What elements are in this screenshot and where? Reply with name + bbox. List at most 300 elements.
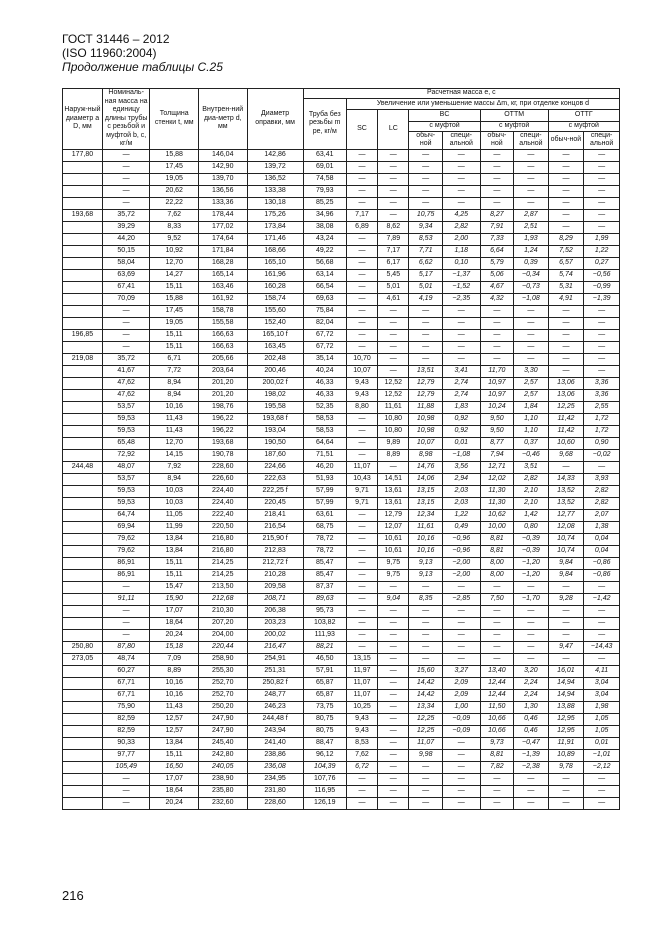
cell-o2: — bbox=[514, 185, 549, 197]
cell-sc: — bbox=[346, 197, 377, 209]
cell-dr: 210,28 bbox=[247, 569, 303, 581]
cell-dr: 220,45 bbox=[247, 497, 303, 509]
cell-g2: 3,04 bbox=[584, 677, 620, 689]
cell-d bbox=[63, 629, 103, 641]
table-row bbox=[63, 269, 620, 281]
cell-g2: — bbox=[584, 221, 620, 233]
cell-b1: 8,98 bbox=[409, 449, 442, 461]
table-row bbox=[63, 509, 620, 521]
cell-o2: — bbox=[514, 197, 549, 209]
cell-pe: 40,24 bbox=[303, 365, 346, 377]
cell-id: 255,30 bbox=[198, 665, 247, 677]
cell-n: 47,62 bbox=[102, 389, 149, 401]
cell-n: 53,57 bbox=[102, 473, 149, 485]
cell-g1: 4,91 bbox=[548, 293, 584, 305]
cell-b2: — bbox=[442, 149, 480, 161]
header-plain-pipe: Труба без резьбы m pe, кг/м bbox=[303, 98, 346, 149]
table-row bbox=[63, 161, 620, 173]
cell-b1: — bbox=[409, 185, 442, 197]
cell-id: 174,64 bbox=[198, 233, 247, 245]
cell-dr: 133,38 bbox=[247, 185, 303, 197]
cell-n: 97,77 bbox=[102, 749, 149, 761]
cell-n: 50,15 bbox=[102, 245, 149, 257]
cell-id: 201,20 bbox=[198, 389, 247, 401]
cell-sc: — bbox=[346, 257, 377, 269]
cell-sc: — bbox=[346, 581, 377, 593]
cell-b2: 0,01 bbox=[442, 437, 480, 449]
cell-dr: 200,02 bbox=[247, 629, 303, 641]
cell-g2: 1,98 bbox=[584, 701, 620, 713]
cell-g2: — bbox=[584, 629, 620, 641]
cell-d bbox=[63, 545, 103, 557]
cell-b2: — bbox=[442, 653, 480, 665]
cell-b1: 10,07 bbox=[409, 437, 442, 449]
cell-sc: 9,43 bbox=[346, 713, 377, 725]
cell-dr: 165,10 bbox=[247, 257, 303, 269]
cell-dr: 238,86 bbox=[247, 749, 303, 761]
cell-t: 14,15 bbox=[150, 449, 199, 461]
cell-b2: 2,03 bbox=[442, 497, 480, 509]
table-row bbox=[63, 557, 620, 569]
cell-o1: — bbox=[480, 329, 513, 341]
cell-dr: 171,46 bbox=[247, 233, 303, 245]
cell-g2: — bbox=[584, 581, 620, 593]
cell-b2: 2,74 bbox=[442, 377, 480, 389]
cell-o1: 5,06 bbox=[480, 269, 513, 281]
cell-n: 63,69 bbox=[102, 269, 149, 281]
cell-o2: 2,87 bbox=[514, 209, 549, 221]
table-body bbox=[63, 149, 620, 809]
cell-pe: 58,53 bbox=[303, 413, 346, 425]
cell-sc: — bbox=[346, 245, 377, 257]
cell-lc: 9,75 bbox=[378, 569, 409, 581]
header-bc-regular: обыч-ной bbox=[409, 131, 442, 149]
cell-dr: 224,66 bbox=[247, 461, 303, 473]
table-header bbox=[63, 89, 620, 150]
cell-dr: 216,47 bbox=[247, 641, 303, 653]
cell-b1: 10,98 bbox=[409, 425, 442, 437]
table-row bbox=[63, 473, 620, 485]
cell-dr: 200,02 f bbox=[247, 377, 303, 389]
cell-g2: 3,04 bbox=[584, 689, 620, 701]
table-row bbox=[63, 149, 620, 161]
cell-sc: 11,07 bbox=[346, 689, 377, 701]
cell-sc: 10,25 bbox=[346, 701, 377, 713]
cell-d bbox=[63, 569, 103, 581]
cell-n: 53,57 bbox=[102, 401, 149, 413]
header-ottm-coupling: с муфтой bbox=[480, 122, 548, 132]
cell-g2: 1,72 bbox=[584, 413, 620, 425]
cell-g1: 12,77 bbox=[548, 509, 584, 521]
cell-pe: 49,22 bbox=[303, 245, 346, 257]
header-nominal-mass: Номиналь-ная масса на единицу длины трубы с резьбой и муфтой b, c, кг/м bbox=[102, 89, 149, 150]
cell-pe: 89,63 bbox=[303, 593, 346, 605]
cell-g1: 13,52 bbox=[548, 485, 584, 497]
cell-t: 10,16 bbox=[150, 677, 199, 689]
cell-g1: — bbox=[548, 317, 584, 329]
cell-o1: 10,62 bbox=[480, 509, 513, 521]
cell-g1: 9,84 bbox=[548, 557, 584, 569]
cell-d bbox=[63, 785, 103, 797]
cell-o2: — bbox=[514, 653, 549, 665]
cell-g2: — bbox=[584, 317, 620, 329]
cell-g2: −1,01 bbox=[584, 749, 620, 761]
cell-lc: — bbox=[378, 581, 409, 593]
cell-lc: — bbox=[378, 665, 409, 677]
cell-pe: 85,47 bbox=[303, 557, 346, 569]
cell-pe: 63,14 bbox=[303, 269, 346, 281]
cell-lc: — bbox=[378, 737, 409, 749]
cell-g1: — bbox=[548, 653, 584, 665]
cell-o1: 8,00 bbox=[480, 569, 513, 581]
table-row bbox=[63, 497, 620, 509]
cell-g1: 10,60 bbox=[548, 437, 584, 449]
cell-b2: −2,00 bbox=[442, 569, 480, 581]
cell-pe: 73,75 bbox=[303, 701, 346, 713]
cell-sc: — bbox=[346, 617, 377, 629]
cell-sc: 8,53 bbox=[346, 737, 377, 749]
cell-n: 105,49 bbox=[102, 761, 149, 773]
cell-o1: 7,91 bbox=[480, 221, 513, 233]
cell-b1: 7,71 bbox=[409, 245, 442, 257]
cell-o1: — bbox=[480, 173, 513, 185]
cell-lc: 11,61 bbox=[378, 401, 409, 413]
cell-d bbox=[63, 713, 103, 725]
cell-sc: 11,07 bbox=[346, 677, 377, 689]
cell-d bbox=[63, 413, 103, 425]
cell-b1: 15,60 bbox=[409, 665, 442, 677]
cell-o1: — bbox=[480, 605, 513, 617]
cell-g2: 0,01 bbox=[584, 737, 620, 749]
cell-id: 163,46 bbox=[198, 281, 247, 293]
cell-d: 250,80 bbox=[63, 641, 103, 653]
cell-g1: 11,42 bbox=[548, 413, 584, 425]
cell-b1: 8,35 bbox=[409, 593, 442, 605]
cell-id: 133,36 bbox=[198, 197, 247, 209]
cell-pe: 58,53 bbox=[303, 425, 346, 437]
cell-g2: — bbox=[584, 305, 620, 317]
cell-t: 12,70 bbox=[150, 437, 199, 449]
cell-o1: 12,44 bbox=[480, 689, 513, 701]
cell-b1: 5,01 bbox=[409, 281, 442, 293]
cell-g1: 13,06 bbox=[548, 377, 584, 389]
cell-sc: 10,43 bbox=[346, 473, 377, 485]
cell-pe: 34,96 bbox=[303, 209, 346, 221]
cell-dr: 203,23 bbox=[247, 617, 303, 629]
cell-id: 212,68 bbox=[198, 593, 247, 605]
cell-sc: — bbox=[346, 317, 377, 329]
cell-id: 166,63 bbox=[198, 341, 247, 353]
cell-b2: 2,94 bbox=[442, 473, 480, 485]
cell-lc: 6,17 bbox=[378, 257, 409, 269]
table-row bbox=[63, 569, 620, 581]
cell-id: 201,20 bbox=[198, 377, 247, 389]
cell-t: 20,24 bbox=[150, 797, 199, 809]
cell-o1: — bbox=[480, 305, 513, 317]
cell-t: 19,05 bbox=[150, 317, 199, 329]
cell-id: 161,92 bbox=[198, 293, 247, 305]
cell-g1: 6,57 bbox=[548, 257, 584, 269]
cell-o1: — bbox=[480, 617, 513, 629]
cell-d bbox=[63, 161, 103, 173]
cell-id: 216,80 bbox=[198, 545, 247, 557]
cell-n: — bbox=[102, 329, 149, 341]
cell-g1: 9,78 bbox=[548, 761, 584, 773]
cell-sc: — bbox=[346, 449, 377, 461]
cell-id: 252,70 bbox=[198, 677, 247, 689]
table-row bbox=[63, 257, 620, 269]
cell-dr: 158,74 bbox=[247, 293, 303, 305]
table-row bbox=[63, 701, 620, 713]
cell-g1: — bbox=[548, 197, 584, 209]
standard-title: ГОСТ 31446 – 2012 bbox=[62, 32, 170, 46]
cell-dr: 175,26 bbox=[247, 209, 303, 221]
cell-t: 7,92 bbox=[150, 461, 199, 473]
cell-d bbox=[63, 185, 103, 197]
cell-g1: — bbox=[548, 329, 584, 341]
cell-g2: 1,72 bbox=[584, 425, 620, 437]
cell-pe: 95,73 bbox=[303, 605, 346, 617]
cell-o2: — bbox=[514, 149, 549, 161]
cell-id: 178,44 bbox=[198, 209, 247, 221]
cell-id: 214,25 bbox=[198, 557, 247, 569]
table-row bbox=[63, 785, 620, 797]
cell-id: 252,70 bbox=[198, 689, 247, 701]
cell-lc: — bbox=[378, 173, 409, 185]
cell-g2: −14,43 bbox=[584, 641, 620, 653]
cell-pe: 82,04 bbox=[303, 317, 346, 329]
cell-pe: 43,24 bbox=[303, 233, 346, 245]
cell-dr: 139,72 bbox=[247, 161, 303, 173]
pipe-data-table bbox=[62, 88, 620, 810]
cell-g2: 2,55 bbox=[584, 401, 620, 413]
cell-b2: 1,83 bbox=[442, 401, 480, 413]
cell-d bbox=[63, 197, 103, 209]
cell-dr: 168,66 bbox=[247, 245, 303, 257]
cell-lc: 10,80 bbox=[378, 413, 409, 425]
cell-n: 60,27 bbox=[102, 665, 149, 677]
cell-o1: 10,66 bbox=[480, 713, 513, 725]
cell-g2: 3,36 bbox=[584, 389, 620, 401]
cell-sc: — bbox=[346, 569, 377, 581]
cell-t: 11,05 bbox=[150, 509, 199, 521]
cell-dr: 212,72 f bbox=[247, 557, 303, 569]
cell-id: 204,00 bbox=[198, 629, 247, 641]
table-row bbox=[63, 209, 620, 221]
cell-g1: 12,08 bbox=[548, 521, 584, 533]
cell-b1: — bbox=[409, 797, 442, 809]
cell-t: 8,33 bbox=[150, 221, 199, 233]
cell-d bbox=[63, 437, 103, 449]
cell-o2: — bbox=[514, 605, 549, 617]
cell-t: 17,07 bbox=[150, 773, 199, 785]
cell-b1: — bbox=[409, 197, 442, 209]
cell-b1: 13,51 bbox=[409, 365, 442, 377]
cell-id: 222,40 bbox=[198, 509, 247, 521]
header-bc-special: специ-альной bbox=[442, 131, 480, 149]
cell-b2: 2,74 bbox=[442, 389, 480, 401]
cell-g1: 13,52 bbox=[548, 497, 584, 509]
cell-d bbox=[63, 617, 103, 629]
cell-t: 8,94 bbox=[150, 377, 199, 389]
cell-b1: — bbox=[409, 641, 442, 653]
cell-dr: 208,71 bbox=[247, 593, 303, 605]
cell-sc: 10,70 bbox=[346, 353, 377, 365]
cell-n: 59,53 bbox=[102, 413, 149, 425]
cell-g2: — bbox=[584, 197, 620, 209]
cell-d bbox=[63, 497, 103, 509]
cell-b1: — bbox=[409, 353, 442, 365]
cell-n: 44,20 bbox=[102, 233, 149, 245]
cell-pe: 78,72 bbox=[303, 533, 346, 545]
cell-o2: 1,93 bbox=[514, 233, 549, 245]
cell-n: — bbox=[102, 785, 149, 797]
cell-g2: — bbox=[584, 341, 620, 353]
cell-g1: 10,74 bbox=[548, 533, 584, 545]
cell-d bbox=[63, 509, 103, 521]
cell-pe: 63,41 bbox=[303, 149, 346, 161]
cell-b1: 10,75 bbox=[409, 209, 442, 221]
cell-b2: — bbox=[442, 797, 480, 809]
cell-g1: — bbox=[548, 305, 584, 317]
cell-n: 91,11 bbox=[102, 593, 149, 605]
cell-sc: — bbox=[346, 797, 377, 809]
cell-lc: — bbox=[378, 677, 409, 689]
cell-g2: −0,86 bbox=[584, 557, 620, 569]
cell-o1: — bbox=[480, 629, 513, 641]
cell-o2: −0,39 bbox=[514, 545, 549, 557]
cell-d bbox=[63, 269, 103, 281]
cell-sc: — bbox=[346, 785, 377, 797]
table-row bbox=[63, 233, 620, 245]
cell-id: 213,50 bbox=[198, 581, 247, 593]
cell-b2: — bbox=[442, 737, 480, 749]
cell-d bbox=[63, 737, 103, 749]
cell-g2: 0,04 bbox=[584, 545, 620, 557]
cell-o1: 9,50 bbox=[480, 413, 513, 425]
cell-d: 193,68 bbox=[63, 209, 103, 221]
cell-lc: 5,01 bbox=[378, 281, 409, 293]
cell-lc: — bbox=[378, 713, 409, 725]
cell-b2: 0,92 bbox=[442, 425, 480, 437]
cell-sc: 11,07 bbox=[346, 461, 377, 473]
cell-b2: −0,96 bbox=[442, 545, 480, 557]
table-row bbox=[63, 725, 620, 737]
cell-n: 82,59 bbox=[102, 725, 149, 737]
cell-pe: 107,76 bbox=[303, 773, 346, 785]
cell-o2: −2,38 bbox=[514, 761, 549, 773]
cell-g2: 2,07 bbox=[584, 509, 620, 521]
cell-g2: — bbox=[584, 353, 620, 365]
cell-g1: 14,94 bbox=[548, 677, 584, 689]
cell-pe: 56,68 bbox=[303, 257, 346, 269]
cell-d bbox=[63, 245, 103, 257]
cell-g1: — bbox=[548, 149, 584, 161]
cell-o2: — bbox=[514, 581, 549, 593]
cell-g2: 1,22 bbox=[584, 245, 620, 257]
cell-d: 196,85 bbox=[63, 329, 103, 341]
cell-lc: 12,52 bbox=[378, 389, 409, 401]
cell-o1: 7,50 bbox=[480, 593, 513, 605]
cell-t: 22,22 bbox=[150, 197, 199, 209]
cell-o2: 1,84 bbox=[514, 401, 549, 413]
cell-sc: — bbox=[346, 269, 377, 281]
cell-sc: — bbox=[346, 593, 377, 605]
cell-id: 136,56 bbox=[198, 185, 247, 197]
cell-sc: — bbox=[346, 629, 377, 641]
cell-b2: 2,03 bbox=[442, 485, 480, 497]
cell-g1: — bbox=[548, 461, 584, 473]
cell-b1: 9,13 bbox=[409, 557, 442, 569]
cell-o2: 3,30 bbox=[514, 365, 549, 377]
cell-g2: 2,82 bbox=[584, 485, 620, 497]
cell-dr: 193,68 f bbox=[247, 413, 303, 425]
cell-o2: 0,39 bbox=[514, 257, 549, 269]
cell-o2: −0,39 bbox=[514, 533, 549, 545]
cell-g2: 0,04 bbox=[584, 533, 620, 545]
cell-t: 12,70 bbox=[150, 257, 199, 269]
cell-o1: 8,81 bbox=[480, 749, 513, 761]
cell-n: 64,74 bbox=[102, 509, 149, 521]
cell-o1: 5,79 bbox=[480, 257, 513, 269]
cell-lc: 13,61 bbox=[378, 485, 409, 497]
cell-b1: 11,88 bbox=[409, 401, 442, 413]
cell-g2: 2,82 bbox=[584, 497, 620, 509]
cell-pe: 103,82 bbox=[303, 617, 346, 629]
cell-o2: — bbox=[514, 341, 549, 353]
cell-o1: — bbox=[480, 341, 513, 353]
cell-o2: — bbox=[514, 617, 549, 629]
cell-lc: 10,80 bbox=[378, 425, 409, 437]
cell-o2: 2,57 bbox=[514, 389, 549, 401]
cell-id: 166,63 bbox=[198, 329, 247, 341]
header-sc: SC bbox=[346, 110, 377, 149]
cell-g2: — bbox=[584, 365, 620, 377]
cell-b2: −1,37 bbox=[442, 269, 480, 281]
header-ottg-special: специ-альной bbox=[584, 131, 620, 149]
cell-o1: — bbox=[480, 317, 513, 329]
cell-g1: 13,06 bbox=[548, 389, 584, 401]
cell-d bbox=[63, 305, 103, 317]
cell-id: 203,64 bbox=[198, 365, 247, 377]
cell-t: 19,05 bbox=[150, 173, 199, 185]
cell-b1: 9,13 bbox=[409, 569, 442, 581]
cell-dr: 222,25 f bbox=[247, 485, 303, 497]
table-row bbox=[63, 305, 620, 317]
cell-n: — bbox=[102, 605, 149, 617]
cell-g2: — bbox=[584, 173, 620, 185]
cell-o2: 3,51 bbox=[514, 461, 549, 473]
cell-dr: 212,83 bbox=[247, 545, 303, 557]
cell-b2: 3,56 bbox=[442, 461, 480, 473]
cell-dr: 236,08 bbox=[247, 761, 303, 773]
cell-id: 228,60 bbox=[198, 461, 247, 473]
cell-d bbox=[63, 389, 103, 401]
cell-pe: 80,75 bbox=[303, 725, 346, 737]
cell-b2: 4,25 bbox=[442, 209, 480, 221]
cell-n: 47,62 bbox=[102, 377, 149, 389]
cell-o2: −1,39 bbox=[514, 749, 549, 761]
cell-d bbox=[63, 485, 103, 497]
cell-id: 177,02 bbox=[198, 221, 247, 233]
cell-sc: — bbox=[346, 557, 377, 569]
cell-d bbox=[63, 701, 103, 713]
table-row bbox=[63, 593, 620, 605]
cell-dr: 251,31 bbox=[247, 665, 303, 677]
cell-g1: — bbox=[548, 353, 584, 365]
cell-b2: −2,00 bbox=[442, 557, 480, 569]
cell-b1: 14,76 bbox=[409, 461, 442, 473]
